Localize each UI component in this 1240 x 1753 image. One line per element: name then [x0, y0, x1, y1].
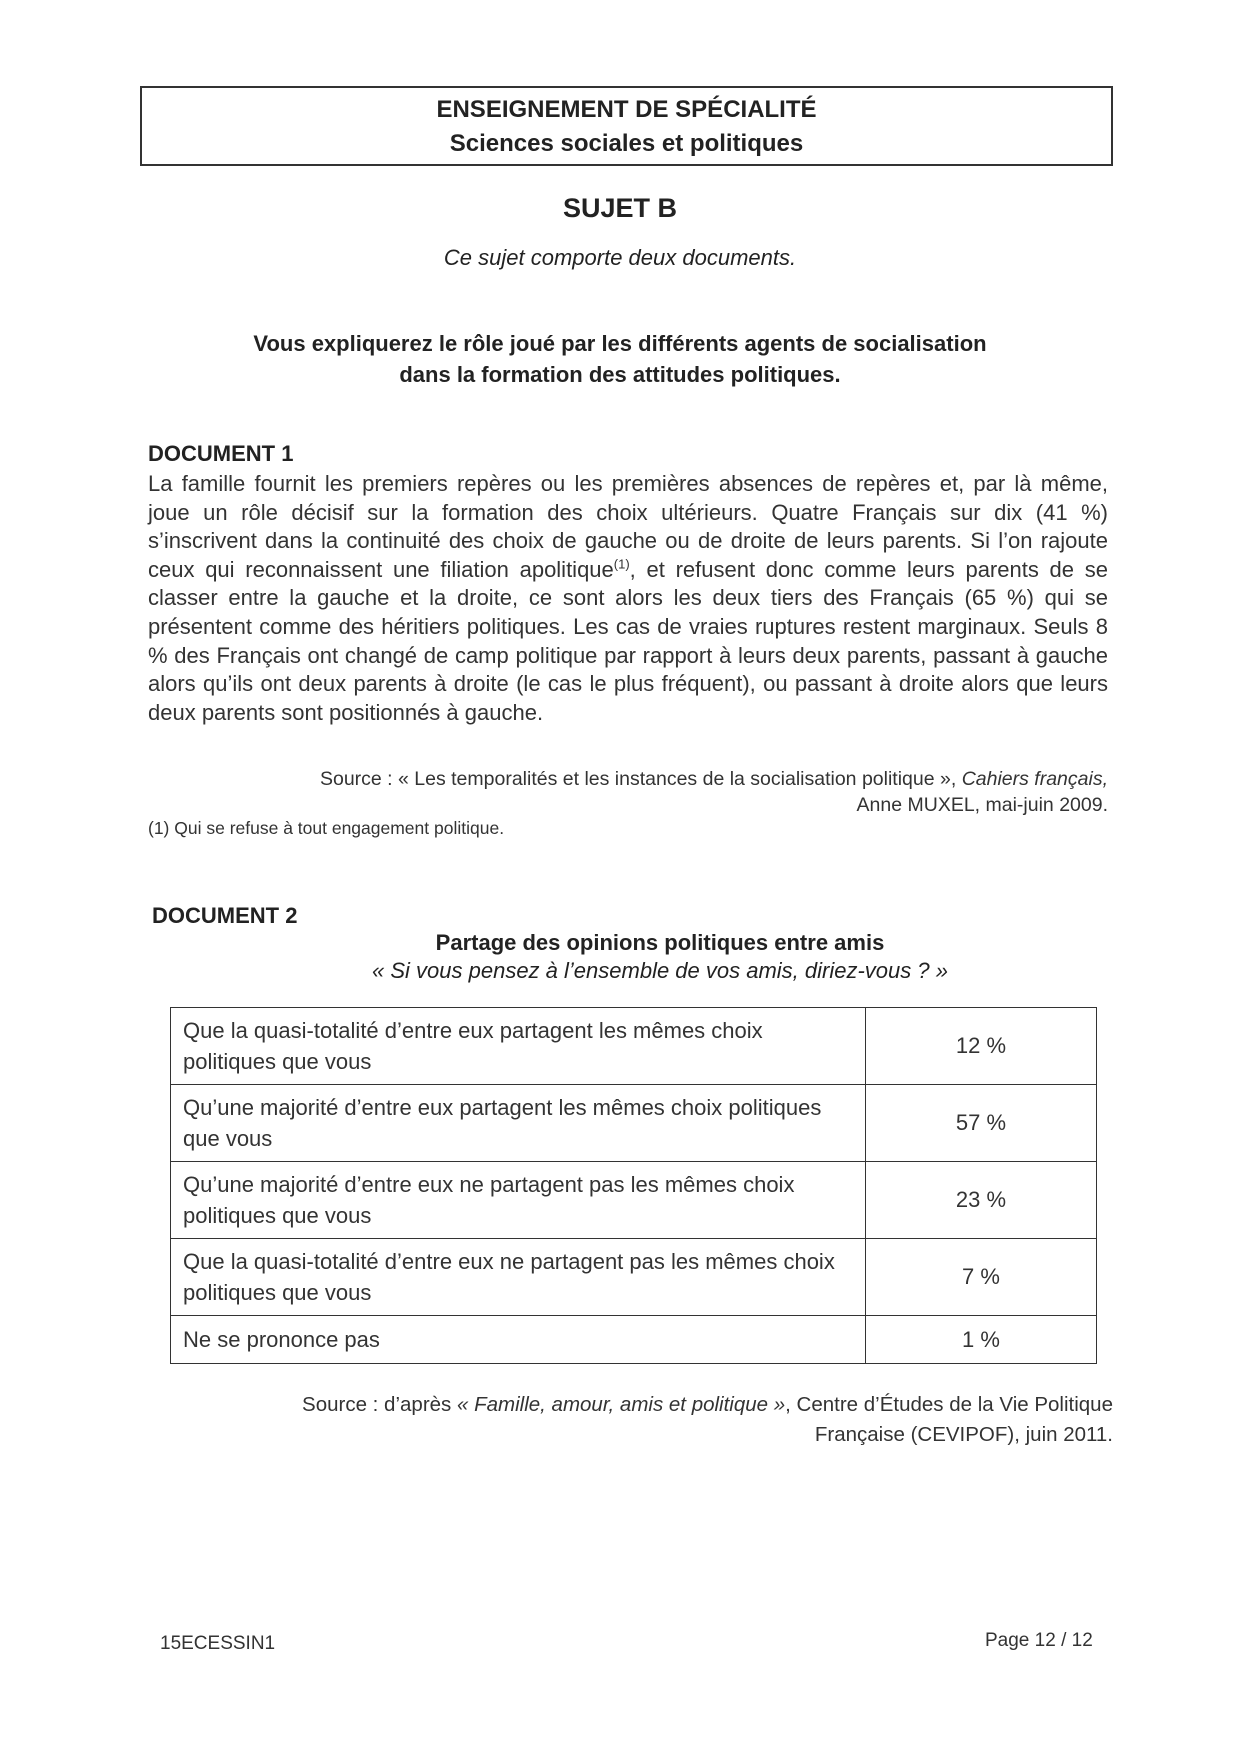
exam-question: [0, 328, 1240, 390]
table-row: [171, 1239, 1097, 1316]
document-2-title: DOCUMENT 2: [152, 903, 298, 928]
table-row: [171, 1316, 1097, 1364]
specialty-header-box: [140, 86, 1113, 166]
footnote: (1) Qui se refuse à tout engagement politique.: [148, 818, 505, 838]
page-number: Page 12 / 12: [985, 1630, 1093, 1651]
row-label: Ne se prononce pas: [171, 1316, 866, 1364]
source-author-date: Anne MUXEL, mai-juin 2009.: [856, 794, 1108, 816]
row-label: Que la quasi-totalité d’entre eux ne partagent pas les mêmes choix politiques que vous: [171, 1239, 866, 1316]
document-1-text-part-2: , et refusent donc comme leurs parents de se classer entre la gauche et la droite, ce sont alors les deux tiers des Français (65 %) qui se présentent comme des héritiers politiques. Les cas de vraies ruptures restent marginaux. Seuls 8 % des Français ont changé de camp politique par rapport à leurs deux parents, passant à gauche alors qu’ils ont deux parents à droite (le cas le plus fréquent), ou passant à droite alors que leurs deux parents sont positionnés à gauche.: [148, 556, 1108, 725]
row-label: Que la quasi-totalité d’entre eux partagent les mêmes choix politiques que vous: [171, 1008, 866, 1085]
document-1-source: [148, 766, 1108, 818]
subject-note: Ce sujet comporte deux documents.: [443, 245, 797, 270]
source-publication: Cahiers français,: [961, 768, 1108, 790]
exam-code: 15ECESSIN1: [160, 1633, 276, 1654]
header-line-1: ENSEIGNEMENT DE SPÉCIALITÉ: [436, 96, 817, 123]
footnote-marker: (1): [613, 556, 630, 572]
document-2-heading: Partage des opinions politiques entre amis: [435, 930, 885, 955]
header-line-2: Sciences sociales et politiques: [449, 130, 804, 157]
question-line-2: dans la formation des attitudes politiques.: [399, 362, 841, 387]
document-2-question: « Si vous pensez à l’ensemble de vos amis, diriez-vous ? »: [372, 958, 948, 983]
source2-line-2: Française (CEVIPOF), juin 2011.: [814, 1423, 1113, 1446]
question-line-1: Vous expliquerez le rôle joué par les différents agents de socialisation: [253, 331, 987, 356]
source2-prefix: Source : d’après: [302, 1393, 457, 1416]
document-1-text: [148, 470, 1108, 727]
document-2-source: [148, 1390, 1113, 1450]
row-value: 12 %: [866, 1008, 1097, 1085]
row-label: Qu’une majorité d’entre eux ne partagent pas les mêmes choix politiques que vous: [171, 1162, 866, 1239]
row-value: 1 %: [866, 1316, 1097, 1364]
row-value: 7 %: [866, 1239, 1097, 1316]
row-value: 57 %: [866, 1085, 1097, 1162]
document-1-text-part-1: La famille fournit les premiers repères ou les premières absences de repères et, par là même, joue un rôle décisif sur la formation des choix ultérieurs. Quatre Français sur dix (41 %) s’inscrivent dans la continuité des choix de gauche ou de droite de leurs parents. Si l’on rajoute ceux qui reconnaissent une filiation apolitique: [148, 471, 1108, 582]
table-row: [171, 1008, 1097, 1085]
source-prefix: Source : « Les temporalités et les instances de la socialisation politique »,: [319, 768, 962, 790]
document-1-title: DOCUMENT 1: [148, 441, 294, 466]
table-row: [171, 1162, 1097, 1239]
row-label: Qu’une majorité d’entre eux partagent les mêmes choix politiques que vous: [171, 1085, 866, 1162]
row-value: 23 %: [866, 1162, 1097, 1239]
survey-table: [170, 1007, 1097, 1364]
table-row: [171, 1085, 1097, 1162]
source2-title: « Famille, amour, amis et politique »: [457, 1393, 786, 1416]
subject-title: SUJET B: [562, 193, 678, 223]
source2-rest: , Centre d’Études de la Vie Politique: [785, 1393, 1113, 1416]
